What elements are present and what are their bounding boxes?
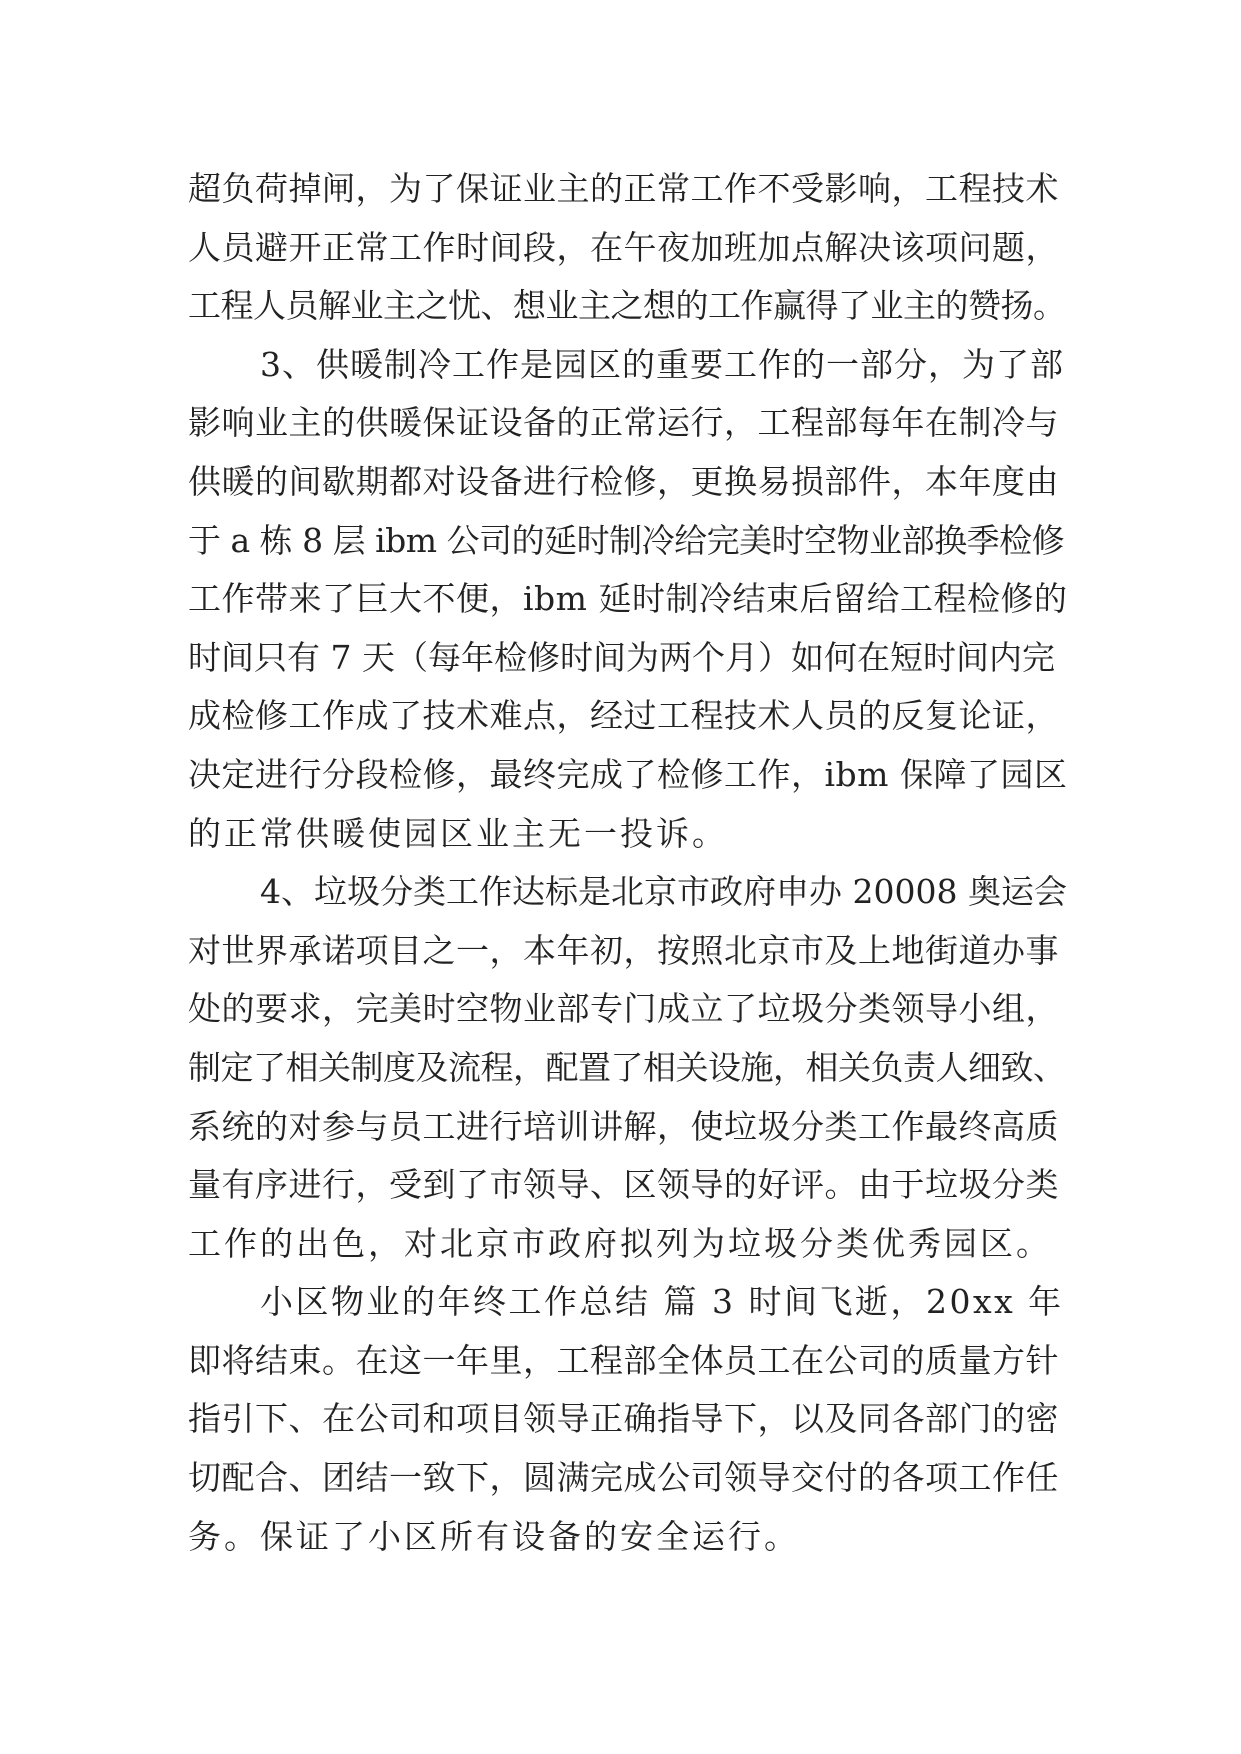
- text-line: 3、供暖制冷工作是园区的重要工作的一部分，为了部: [260, 344, 1064, 384]
- text-line: 超负荷掉闸，为了保证业主的正常工作不受影响，工程技术: [188, 169, 1059, 208]
- text-line: 切配合、团结一致下，圆满完成公司领导交付的各项工作任: [188, 1458, 1059, 1498]
- text-line: 制定了相关制度及流程，配置了相关设施，相关负责人细致、: [188, 1047, 1066, 1087]
- text-line: 时间只有 7 天（每年检修时间为两个月）如何在短时间内完: [188, 637, 1055, 677]
- text-line: 成检修工作成了技术难点，经过工程技术人员的反复论证，: [188, 696, 1059, 736]
- text-line: 处的要求，完美时空物业部专门成立了垃圾分类领导小组，: [188, 989, 1059, 1029]
- text-line: 指引下、在公司和项目领导正确指导下，以及同各部门的密: [188, 1399, 1059, 1439]
- body-text: [188, 160, 1068, 1566]
- text-line: 系统的对参与员工进行培训讲解，使垃圾分类工作最终高质: [188, 1106, 1059, 1146]
- text-line: 供暖的间歇期都对设备进行检修，更换易损部件，本年度由: [188, 461, 1059, 501]
- text-line: 工作的出色，对北京市政府拟列为垃圾分类优秀园区。: [188, 1223, 1052, 1263]
- text-line: 小区物业的年终工作总结 篇 3 时间飞逝，20xx 年: [260, 1282, 1064, 1322]
- text-line: 工程人员解业主之忧、想业主之想的工作赢得了业主的赞扬。: [188, 286, 1066, 326]
- text-line: 工作带来了巨大不便，ibm 延时制冷结束后留给工程检修的: [188, 579, 1068, 619]
- text-line: 影响业主的供暖保证设备的正常运行，工程部每年在制冷与: [188, 403, 1059, 443]
- text-line: 即将结束。在这一年里，工程部全体员工在公司的质量方针: [188, 1340, 1059, 1380]
- text-line: 人员避开正常工作时间段，在午夜加班加点解决该项问题，: [188, 227, 1059, 267]
- text-line: 对世界承诺项目之一，本年初，按照北京市及上地街道办事: [188, 930, 1059, 970]
- text-line: 于 a 栋 8 层 ibm 公司的延时制冷给完美时空物业部换季检修: [188, 520, 1065, 560]
- text-line: 的正常供暖使园区业主无一投诉。: [188, 813, 728, 853]
- text-line: 4、垃圾分类工作达标是北京市政府申办 20008 奥运会: [260, 872, 1067, 912]
- text-line: 务。保证了小区所有设备的安全运行。: [188, 1516, 800, 1556]
- text-line: 量有序进行，受到了市领导、区领导的好评。由于垃圾分类: [188, 1165, 1059, 1205]
- text-line: 决定进行分段检修，最终完成了检修工作，ibm 保障了园区: [188, 754, 1068, 794]
